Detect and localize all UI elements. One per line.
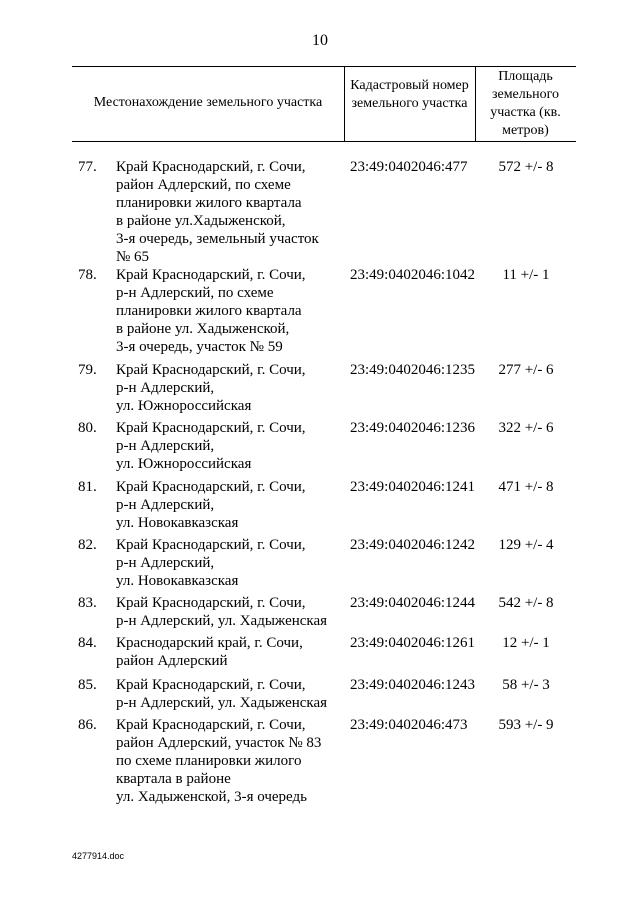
row-cadastral-number: 23:49:0402046:1242 <box>350 537 476 553</box>
row-location: Край Краснодарский, г. Сочи, район Адлерский, участок № 83 по схеме планировки жилого квартала в районе ул. Хадыженской, 3-я очередь <box>116 717 322 805</box>
row-area: 277 +/- 6 <box>498 362 554 378</box>
row-location: Край Краснодарский, г. Сочи, р-н Адлерский, ул. Южнороссийская <box>116 362 306 414</box>
row-cadastral-number: 23:49:0402046:1042 <box>350 267 476 283</box>
row-location: Край Краснодарский, г. Сочи, район Адлерский, по схеме планировки жилого квартала в районе ул.Хадыженской, 3-я очередь, земельный участок № 65 <box>116 159 319 265</box>
row-number: 78. <box>78 267 97 283</box>
row-location: Край Краснодарский, г. Сочи, р-н Адлерский, ул. Новокавказская <box>116 537 306 589</box>
header-top-rule <box>72 66 576 67</box>
row-area: 129 +/- 4 <box>498 537 554 553</box>
row-area: 471 +/- 8 <box>498 479 554 495</box>
row-location: Край Краснодарский, г. Сочи, р-н Адлерский, по схеме планировки жилого квартала в районе ул. Хадыженской, 3-я очередь, участок № 59 <box>116 267 306 355</box>
row-number: 80. <box>78 420 97 436</box>
row-number: 86. <box>78 717 97 733</box>
row-area: 593 +/- 9 <box>498 717 554 733</box>
row-cadastral-number: 23:49:0402046:1235 <box>350 362 476 378</box>
row-cadastral-number: 23:49:0402046:1236 <box>350 420 476 436</box>
page-number: 10 <box>312 32 328 49</box>
row-number: 83. <box>78 595 97 611</box>
row-area: 58 +/- 3 <box>502 677 550 693</box>
header-location: Местонахождение земельного участка <box>93 95 323 110</box>
row-cadastral-number: 23:49:0402046:473 <box>350 717 468 733</box>
row-cadastral-number: 23:49:0402046:1243 <box>350 677 476 693</box>
row-cadastral-number: 23:49:0402046:477 <box>350 159 468 175</box>
header-cadastral-number: Кадастровый номер земельного участка <box>350 78 469 111</box>
row-area: 542 +/- 8 <box>498 595 554 611</box>
row-area: 322 +/- 6 <box>498 420 554 436</box>
row-number: 81. <box>78 479 97 495</box>
row-location: Краснодарский край, г. Сочи, район Адлерский <box>116 635 303 669</box>
row-number: 82. <box>78 537 97 553</box>
row-area: 12 +/- 1 <box>502 635 550 651</box>
row-cadastral-number: 23:49:0402046:1244 <box>350 595 476 611</box>
row-location: Край Краснодарский, г. Сочи, р-н Адлерский, ул. Хадыженская <box>116 595 328 629</box>
row-location: Край Краснодарский, г. Сочи, р-н Адлерский, ул. Хадыженская <box>116 677 328 711</box>
row-area: 572 +/- 8 <box>498 159 554 175</box>
header-bottom-rule <box>72 141 576 142</box>
row-number: 77. <box>78 159 97 175</box>
row-number: 79. <box>78 362 97 378</box>
row-cadastral-number: 23:49:0402046:1261 <box>350 635 476 651</box>
row-number: 85. <box>78 677 97 693</box>
footer-filename: 4277914.doc <box>72 851 125 861</box>
row-cadastral-number: 23:49:0402046:1241 <box>350 479 476 495</box>
row-location: Край Краснодарский, г. Сочи, р-н Адлерский, ул. Южнороссийская <box>116 420 306 472</box>
header-area: Площадь земельного участка (кв. метров) <box>490 69 561 138</box>
row-number: 84. <box>78 635 97 651</box>
row-area: 11 +/- 1 <box>502 267 550 283</box>
row-location: Край Краснодарский, г. Сочи, р-н Адлерский, ул. Новокавказская <box>116 479 306 531</box>
